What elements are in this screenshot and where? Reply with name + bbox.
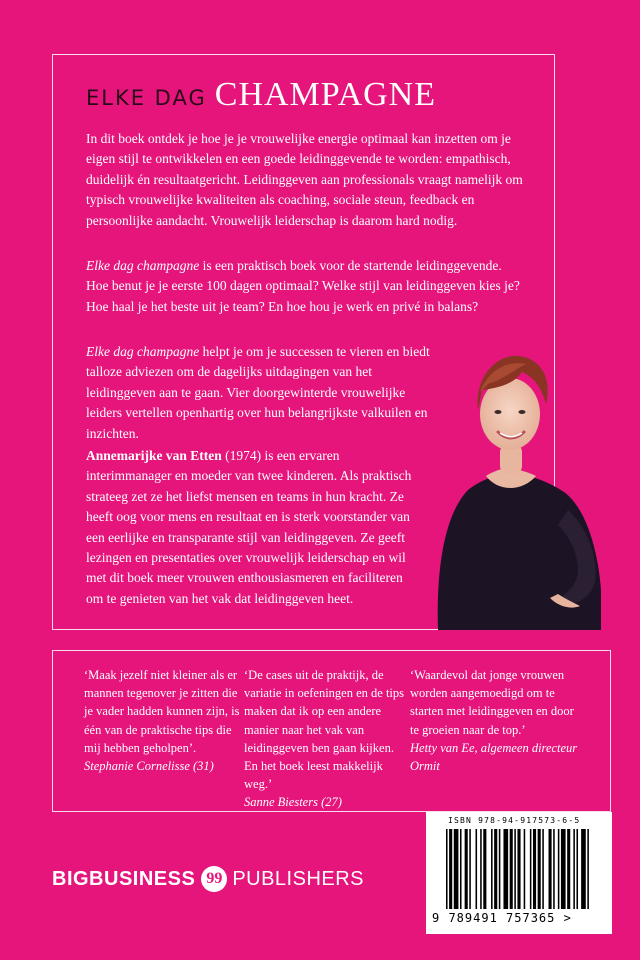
title-part-2: CHAMPAGNE: [214, 76, 436, 113]
author-photo: [418, 340, 602, 630]
quote-3-text: ‘Waardevol dat jonge vrouwen worden aangemoedigd om te starten met leidinggeven en door te groeien naar de top.’: [410, 668, 574, 737]
quote-3-author: Hetty van Ee, algemeen directeur Ormit: [410, 740, 578, 774]
isbn-barcode: [426, 812, 612, 934]
book-title: [86, 78, 436, 112]
title-part-1: ELKE DAG: [86, 86, 207, 110]
barcode-bars: [446, 829, 592, 909]
publisher-badge: 99: [201, 866, 227, 892]
author-name: Annemarijke van Etten: [86, 448, 222, 463]
quote-2: [244, 666, 404, 812]
quote-1: [84, 666, 244, 775]
intro-paragraph: In dit boek ontdek je hoe je je vrouwelijke energie optimaal kan inzetten om je eigen stijl te ontwikkelen en een goede leidinggevende te worden: empathisch, duidelijk én resultaatgericht. Leidinggeven aan professionals vraagt namelijk om typisch vrouwelijke kwaliteiten als coaching, sociale steun, feedback en persoonlijke aandacht. Vrouwelijk leiderschap is daarom hard nodig.: [86, 131, 523, 228]
barcode-digits: 9 789491 757365 >: [432, 911, 572, 925]
author-bio-text: (1974) is een ervaren interimmanager en moeder van twee kinderen. Als praktisch strateeg zet ze het liefst mensen en teams in hun kracht. Ze heeft oog voor mens en resultaat en is sterk voorstander van een eerlijke en transparante stijl van leidinggeven. Ze geeft lezingen en presentaties over vrouwelijk leiderschap en wil met dit boek meer vrouwen enthousiasmeren en faciliteren om te genieten van het vak dat leidinggeven heet.: [86, 448, 412, 606]
publisher-name-part-1: BIGBUSINESS: [52, 867, 196, 890]
quote-1-author: Stephanie Cornelisse (31): [84, 759, 214, 774]
benefits-text: helpt je om je successen te vieren en biedt talloze adviezen om de dagelijks uitdagingen van het leidinggeven aan te gaan. Vier doorgewinterde vrouwelijke leiders vertellen openhartig over hun belangrijkste valkuilen en inzichten.: [86, 344, 430, 441]
benefits-paragraph: [86, 342, 431, 444]
author-bio: [86, 446, 416, 609]
summary-paragraph: [86, 256, 526, 317]
quote-2-text: ‘De cases uit de praktijk, de variatie in oefeningen en de tips maken dat ik op een andere manier naar het vak van leidinggeven ben gaan kijken. En het boek leest makkelijk weg.’: [244, 668, 405, 792]
isbn-label: ISBN 978-94-917573-6-5: [448, 816, 581, 825]
book-title-italic: Elke dag champagne: [86, 344, 200, 359]
summary-text: is een praktisch boek voor de startende leidinggevende. Hoe benut je je eerste 100 dagen optimaal? Welke stijl van leidinggeven kies je? Hoe haal je het beste uit je team? En hoe hou je werk en privé in balans?: [86, 258, 520, 314]
quote-2-author: Sanne Biesters (27): [244, 795, 342, 810]
publisher-logo: [52, 866, 364, 892]
quote-1-text: ‘Maak jezelf niet kleiner als er mannen tegenover je zitten die je vader hadden kunnen zijn, is één van de praktische tips die mij hebben geholpen’.: [84, 668, 240, 755]
book-title-italic: Elke dag champagne: [86, 258, 200, 273]
quote-3: [410, 666, 580, 775]
publisher-name-part-2: PUBLISHERS: [232, 867, 365, 890]
